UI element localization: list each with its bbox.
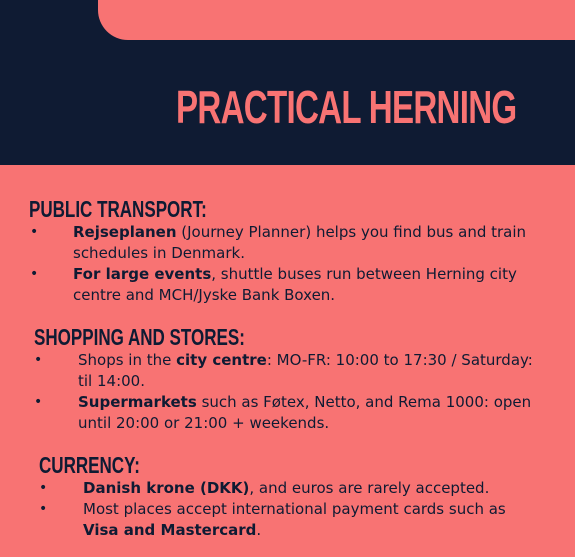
item-bold-text: Visa and Mastercard: [83, 521, 257, 539]
list-item: [0, 350, 575, 392]
bullet-list: [0, 478, 575, 541]
section-heading: CURRENCY:: [39, 452, 140, 478]
page-title: PRACTICAL HERNING: [176, 81, 517, 133]
bullet-list: [0, 222, 575, 306]
item-text: : MO-FR: 10:00 to 17:30 / Saturday: til 14:00.: [78, 351, 533, 390]
list-item: [0, 392, 575, 434]
bullet-icon: •: [34, 352, 43, 368]
list-item: [0, 264, 575, 306]
section-heading: SHOPPING AND STORES:: [34, 324, 245, 350]
section-shopping: [0, 324, 575, 434]
list-item: [0, 499, 575, 541]
item-bold-text: Danish krone (DKK): [83, 479, 250, 497]
item-text: (Journey Planner) helps you find bus and train schedules in Denmark.: [73, 223, 527, 262]
bullet-icon: •: [39, 480, 48, 496]
item-text-pre: Most places accept international payment cards such as: [83, 500, 506, 518]
item-text: , shuttle buses run between Herning city centre and MCH/Jyske Bank Boxen.: [73, 265, 517, 304]
bullet-icon: •: [34, 394, 43, 410]
bullet-list: [0, 350, 575, 434]
section-heading: PUBLIC TRANSPORT:: [29, 196, 207, 222]
item-text: , and euros are rarely accepted.: [249, 479, 490, 497]
item-bold-text: Supermarkets: [78, 393, 197, 411]
header-accent-shape: [98, 0, 575, 40]
bullet-icon: •: [30, 266, 39, 282]
section-currency: [0, 452, 575, 541]
list-item: [0, 478, 575, 499]
item-text-pre: Shops in the: [78, 351, 177, 369]
item-text: .: [256, 521, 262, 539]
item-bold-text: Rejseplanen: [73, 223, 177, 241]
item-text: such as Føtex, Netto, and Rema 1000: open until 20:00 or 21:00 + weekends.: [78, 393, 532, 432]
section-public-transport: [0, 196, 575, 306]
bullet-icon: •: [30, 224, 39, 240]
bullet-icon: •: [39, 501, 48, 517]
item-bold-text: For large events: [73, 265, 212, 283]
list-item: [0, 222, 575, 264]
item-bold-text: city centre: [176, 351, 267, 369]
